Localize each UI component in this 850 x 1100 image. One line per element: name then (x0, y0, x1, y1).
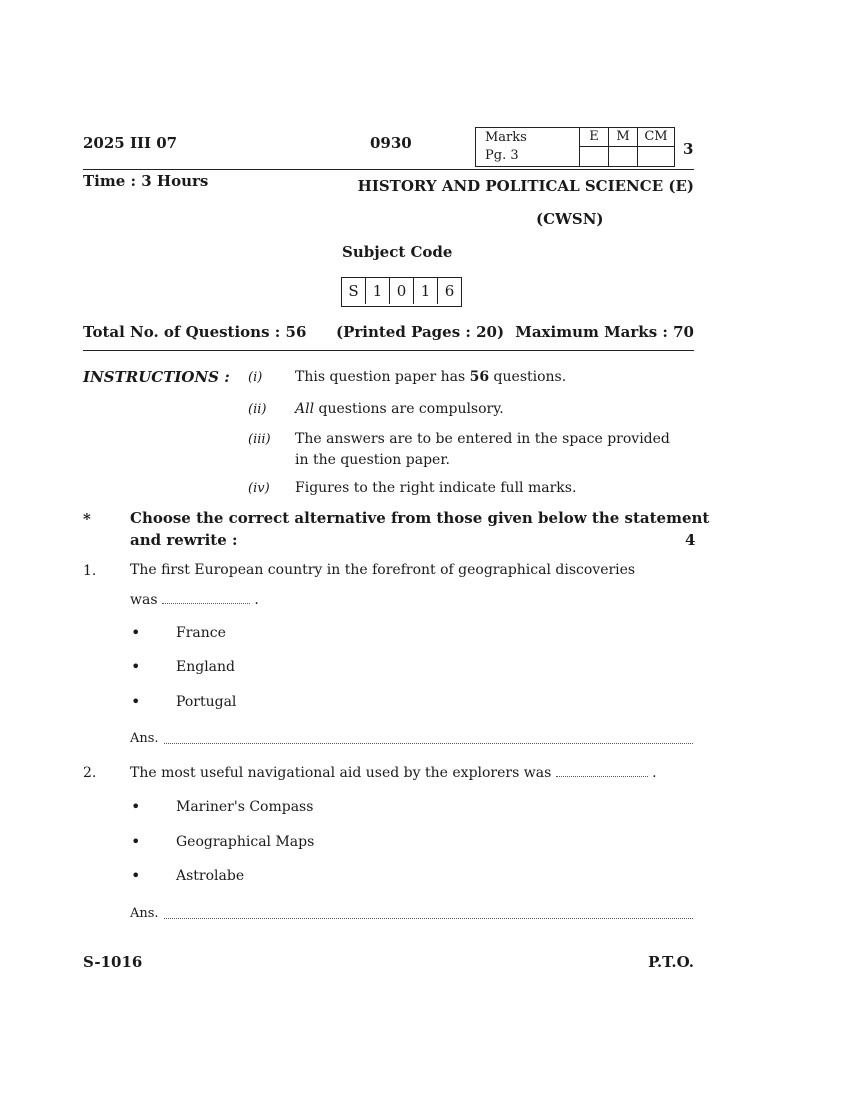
option-text: England (176, 659, 236, 675)
marks-col-e: E (580, 128, 609, 147)
code-digit: 6 (444, 282, 455, 300)
question-text-tail: . (652, 765, 657, 781)
maximum-marks: Maximum Marks : 70 (515, 323, 694, 341)
question-text-row (130, 764, 657, 781)
printed-pages: (Printed Pages : 20) (336, 323, 505, 341)
info-rule (83, 350, 694, 351)
instr-text (295, 367, 566, 388)
subject-title: HISTORY AND POLITICAL SCIENCE (E) (357, 177, 694, 195)
footer-code: S-1016 (83, 953, 143, 971)
bullet-icon: • (131, 832, 141, 851)
instr-num: (i) (248, 370, 263, 385)
page-number: 3 (683, 140, 694, 158)
section-line2: and rewrite : (130, 531, 238, 549)
marks-box (475, 127, 675, 167)
bullet-icon: • (131, 623, 141, 642)
code-digit: 1 (414, 278, 438, 304)
subject-code-boxes (341, 277, 462, 307)
question-number: 2. (83, 765, 97, 781)
instr-text-part: questions. (489, 369, 567, 385)
marks-label-line1: Marks (485, 130, 527, 145)
instr-text: in the question paper. (295, 452, 450, 468)
instructions-heading: INSTRUCTIONS : (83, 368, 230, 386)
code-digit: S (342, 278, 366, 304)
option-text: Geographical Maps (176, 834, 315, 850)
instr-text: Figures to the right indicate full marks. (295, 480, 577, 496)
option-text: France (176, 625, 226, 641)
instr-bold: 56 (469, 369, 490, 385)
instr-num: (ii) (248, 402, 267, 417)
instr-italic: All (295, 401, 315, 417)
paper-code: 0930 (370, 134, 412, 152)
instr-text-part: This question paper has (295, 369, 470, 385)
total-questions: Total No. of Questions : 56 (83, 323, 307, 341)
marks-label (476, 128, 580, 166)
marks-label-line2: Pg. 3 (485, 148, 519, 163)
instr-text (295, 399, 504, 420)
question-text: The most useful navigational aid used by the explorers was (130, 765, 552, 781)
subject-code-label: Subject Code (342, 243, 453, 261)
section-marks: 4 (685, 531, 696, 549)
answer-label: Ans. (130, 906, 159, 921)
instr-text: The answers are to be entered in the space provided (295, 431, 670, 447)
section-line1: Choose the correct alternative from those given below the statement (130, 509, 710, 527)
question-text: The first European country in the forefront of geographical discoveries (130, 562, 636, 578)
code-digit: 0 (390, 278, 414, 304)
option-text: Astrolabe (176, 868, 245, 884)
instr-num: (iii) (248, 432, 271, 447)
question-text-part: was (130, 592, 158, 608)
marks-col-m: M (609, 128, 638, 147)
bullet-icon: • (131, 692, 141, 711)
header-rule (83, 169, 694, 170)
variant-label: (CWSN) (536, 210, 604, 228)
option-text: Portugal (176, 694, 237, 710)
footer-pto: P.T.O. (648, 953, 694, 971)
marks-col-cm: CM (638, 128, 674, 147)
blank-dots (556, 764, 648, 777)
question-text-tail: . (254, 592, 259, 608)
question-number: 1. (83, 563, 97, 579)
option-text: Mariner's Compass (176, 799, 314, 815)
exam-code: 2025 III 07 (83, 134, 178, 152)
answer-line (164, 743, 693, 744)
question-text-cont (130, 591, 259, 608)
blank-dots (162, 591, 250, 604)
bullet-icon: • (131, 797, 141, 816)
instr-num: (iv) (248, 481, 270, 496)
instr-text-part: questions are compulsory. (314, 401, 504, 417)
bullet-icon: • (131, 657, 141, 676)
section-star: * (83, 510, 91, 528)
code-digit: 1 (366, 278, 390, 304)
bullet-icon: • (131, 866, 141, 885)
answer-line (164, 918, 693, 919)
marks-cell-e (580, 147, 609, 166)
marks-cell-m (609, 147, 638, 166)
answer-label: Ans. (130, 731, 159, 746)
time-label: Time : 3 Hours (83, 172, 209, 190)
